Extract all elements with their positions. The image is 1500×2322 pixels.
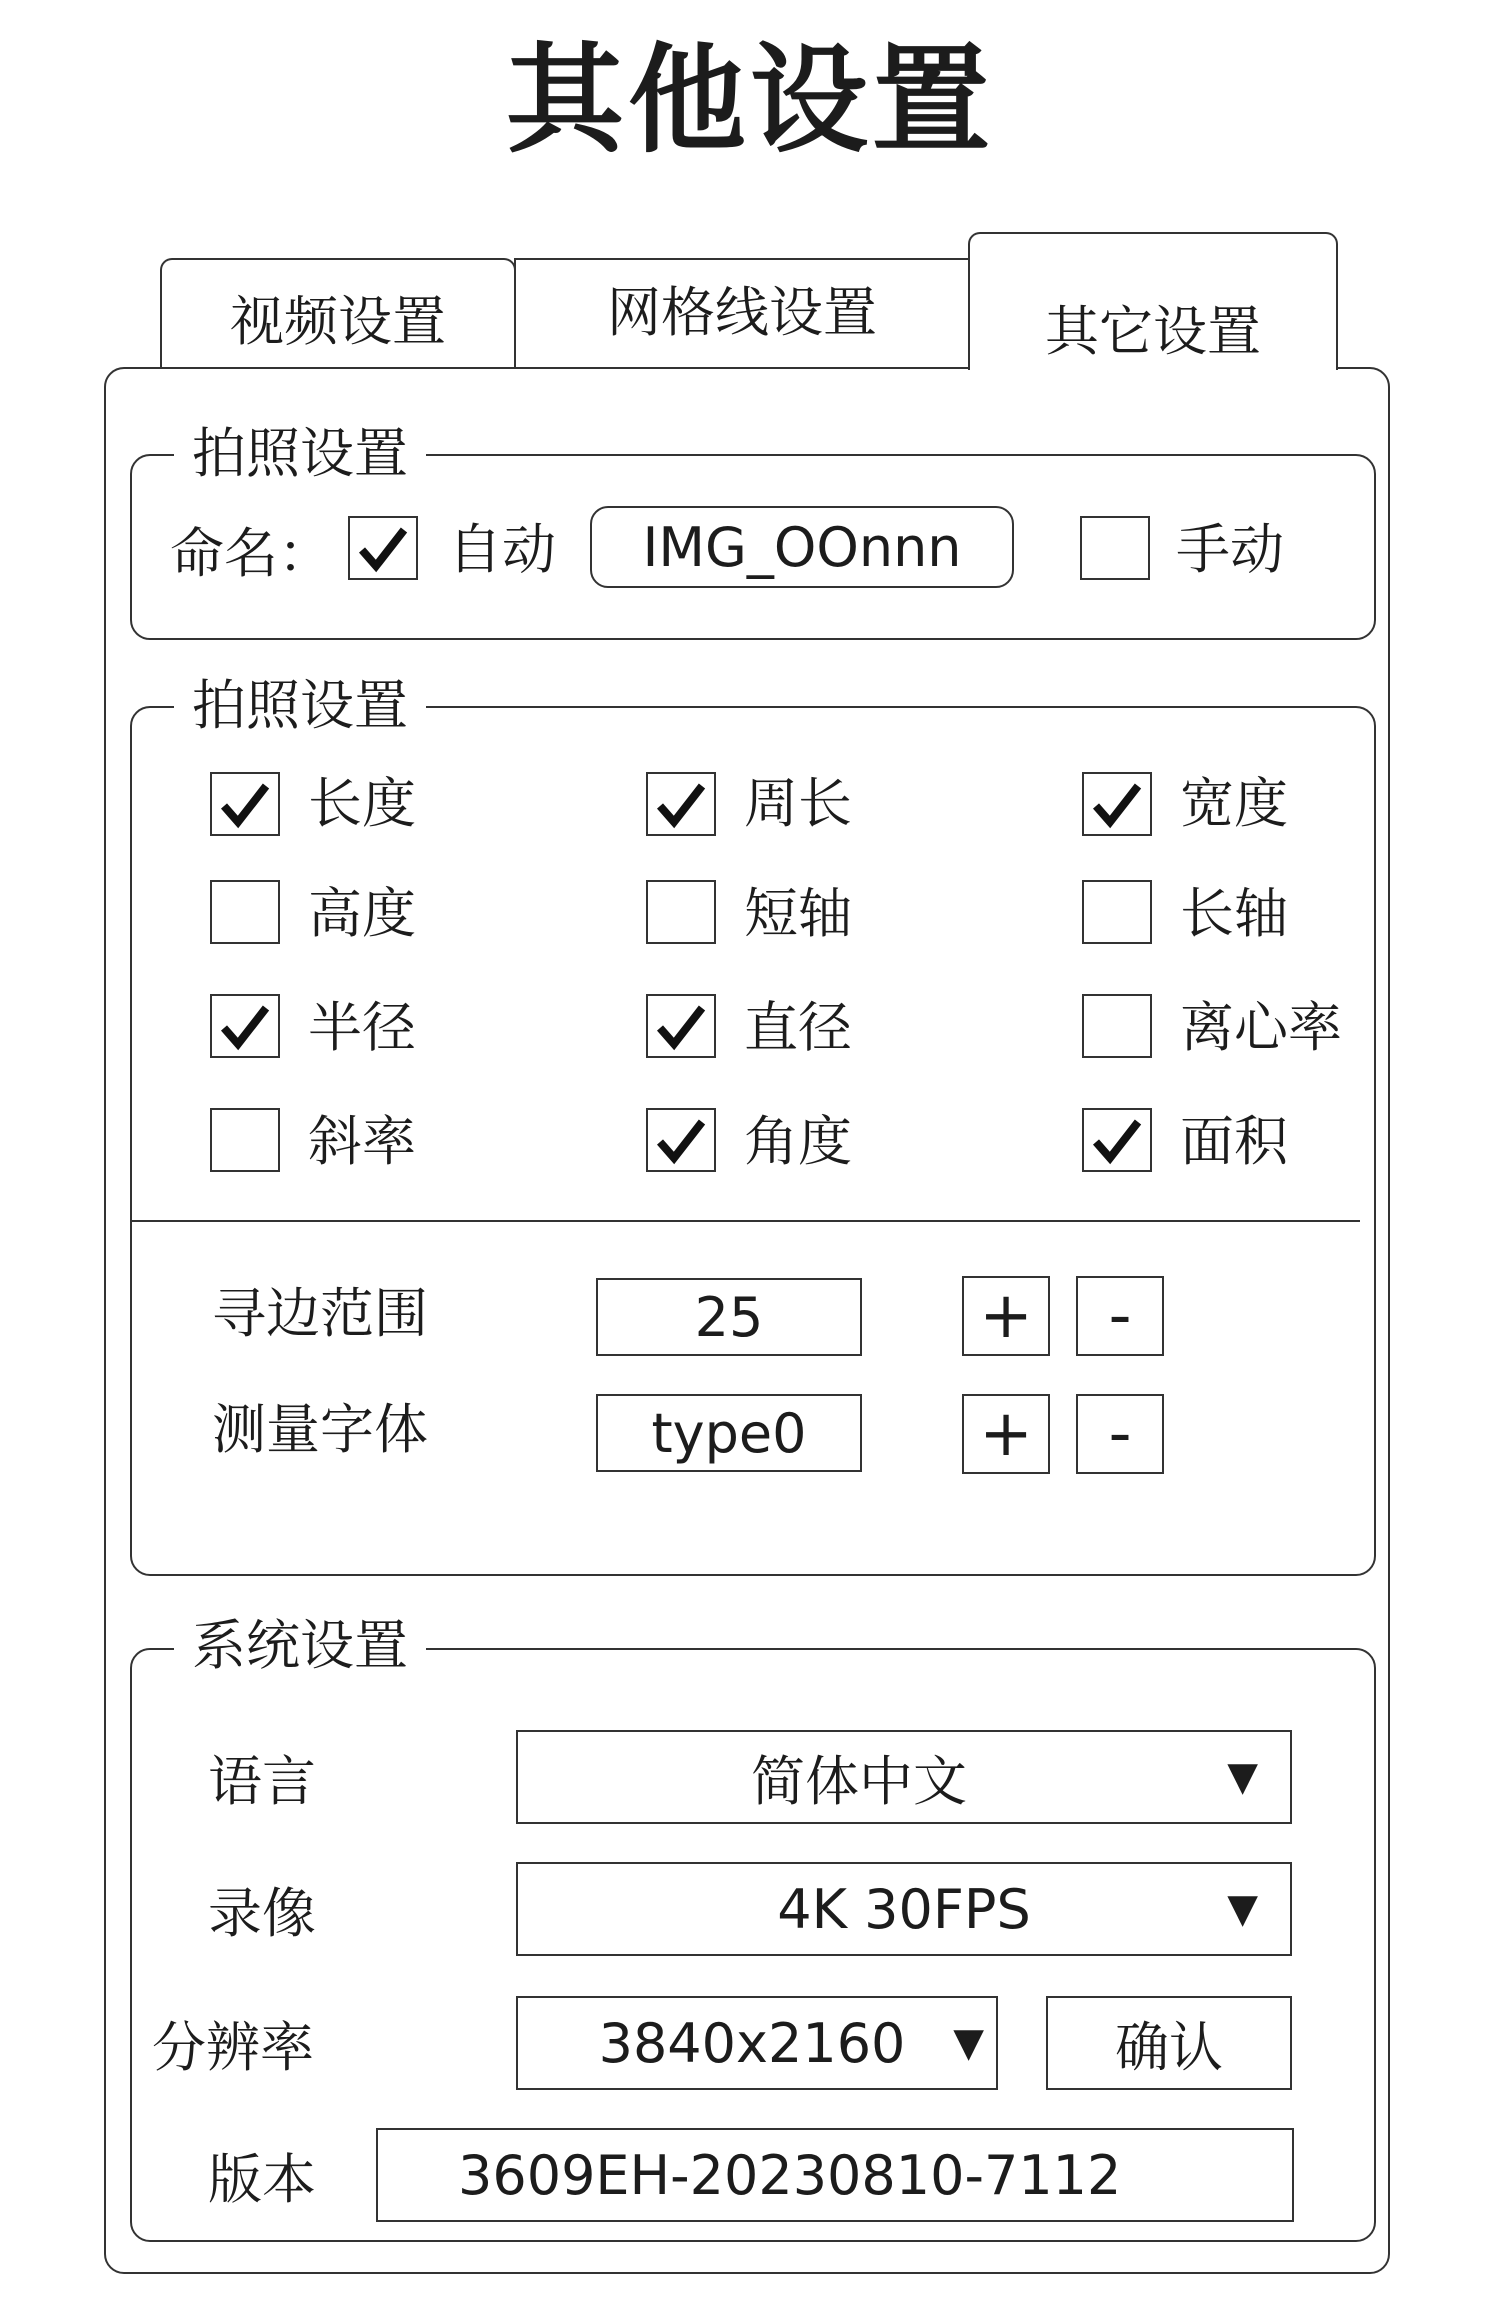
resolution-select[interactable] xyxy=(516,1996,998,2090)
recording-label: 录像 xyxy=(208,1882,316,1945)
length-checkbox[interactable] xyxy=(210,772,280,836)
measure-font-plus-button[interactable]: + xyxy=(962,1394,1050,1474)
checkmark-icon xyxy=(218,780,272,830)
minor-axis-checkbox[interactable] xyxy=(646,880,716,944)
checkmark-icon xyxy=(1090,780,1144,830)
edge-range-minus-button[interactable]: - xyxy=(1076,1276,1164,1356)
dropdown-arrow-icon: ▼ xyxy=(953,2020,984,2066)
auto-label: 自动 xyxy=(448,518,556,581)
measure-font-label: 测量字体 xyxy=(212,1398,428,1461)
resolution-label: 分辨率 xyxy=(152,2016,314,2079)
tab-grid-settings[interactable] xyxy=(514,258,970,368)
slope-checkbox[interactable] xyxy=(210,1108,280,1172)
checkmark-icon xyxy=(654,1002,708,1052)
edge-range-label: 寻边范围 xyxy=(212,1282,428,1345)
checkmark-icon xyxy=(356,524,410,574)
tab-video-settings[interactable] xyxy=(160,258,516,368)
slope-label: 斜率 xyxy=(308,1110,416,1173)
width-checkbox[interactable] xyxy=(1082,772,1152,836)
tab-label: 网格线设置 xyxy=(607,281,877,344)
version-value: 3609EH-20230810-7112 xyxy=(376,2128,1294,2222)
angle-label: 角度 xyxy=(744,1110,852,1173)
major-axis-label: 长轴 xyxy=(1180,882,1288,945)
checkmark-icon xyxy=(1090,1116,1144,1166)
checkmark-icon xyxy=(654,780,708,830)
system-group-legend: 系统设置 xyxy=(174,1616,426,1676)
tab-label: 其它设置 xyxy=(1045,299,1261,363)
perimeter-label: 周长 xyxy=(744,772,852,835)
diameter-checkbox[interactable] xyxy=(646,994,716,1058)
language-value: 简体中文 xyxy=(751,1749,967,1813)
edge-range-plus-button[interactable]: + xyxy=(962,1276,1050,1356)
naming-group-legend: 拍照设置 xyxy=(174,424,426,484)
name-label: 命名： xyxy=(170,522,332,585)
language-label: 语言 xyxy=(208,1750,316,1813)
manual-checkbox[interactable] xyxy=(1080,516,1150,580)
radius-label: 半径 xyxy=(308,996,416,1059)
minor-axis-label: 短轴 xyxy=(744,882,852,945)
language-select[interactable] xyxy=(516,1730,1292,1824)
eccentricity-label: 离心率 xyxy=(1180,996,1342,1059)
confirm-button[interactable]: 确认 xyxy=(1046,1996,1292,2090)
auto-checkbox[interactable] xyxy=(348,516,418,580)
checkmark-icon xyxy=(218,1002,272,1052)
length-label: 长度 xyxy=(308,772,416,835)
measure-divider xyxy=(130,1220,1360,1222)
resolution-value: 3840x2160 xyxy=(598,2011,906,2075)
measure-font-value[interactable]: type0 xyxy=(596,1394,862,1472)
measure-group-legend: 拍照设置 xyxy=(174,676,426,736)
edge-range-value[interactable]: 25 xyxy=(596,1278,862,1356)
recording-select[interactable] xyxy=(516,1862,1292,1956)
height-checkbox[interactable] xyxy=(210,880,280,944)
version-label: 版本 xyxy=(208,2148,316,2211)
angle-checkbox[interactable] xyxy=(646,1108,716,1172)
diameter-label: 直径 xyxy=(744,996,852,1059)
major-axis-checkbox[interactable] xyxy=(1082,880,1152,944)
manual-label: 手动 xyxy=(1176,518,1284,581)
checkmark-icon xyxy=(654,1116,708,1166)
tab-other-settings[interactable] xyxy=(968,232,1338,370)
area-label: 面积 xyxy=(1180,1110,1288,1173)
page-title: 其他设置 xyxy=(505,31,994,169)
width-label: 宽度 xyxy=(1180,772,1288,835)
tab-label: 视频设置 xyxy=(230,289,446,353)
dropdown-arrow-icon: ▼ xyxy=(1227,1886,1258,1932)
recording-value: 4K 30FPS xyxy=(777,1877,1031,1941)
image-name-input[interactable]: IMG_OOnnn xyxy=(590,506,1014,588)
eccentricity-checkbox[interactable] xyxy=(1082,994,1152,1058)
radius-checkbox[interactable] xyxy=(210,994,280,1058)
area-checkbox[interactable] xyxy=(1082,1108,1152,1172)
height-label: 高度 xyxy=(308,882,416,945)
measure-font-minus-button[interactable]: - xyxy=(1076,1394,1164,1474)
dropdown-arrow-icon: ▼ xyxy=(1227,1754,1258,1800)
perimeter-checkbox[interactable] xyxy=(646,772,716,836)
